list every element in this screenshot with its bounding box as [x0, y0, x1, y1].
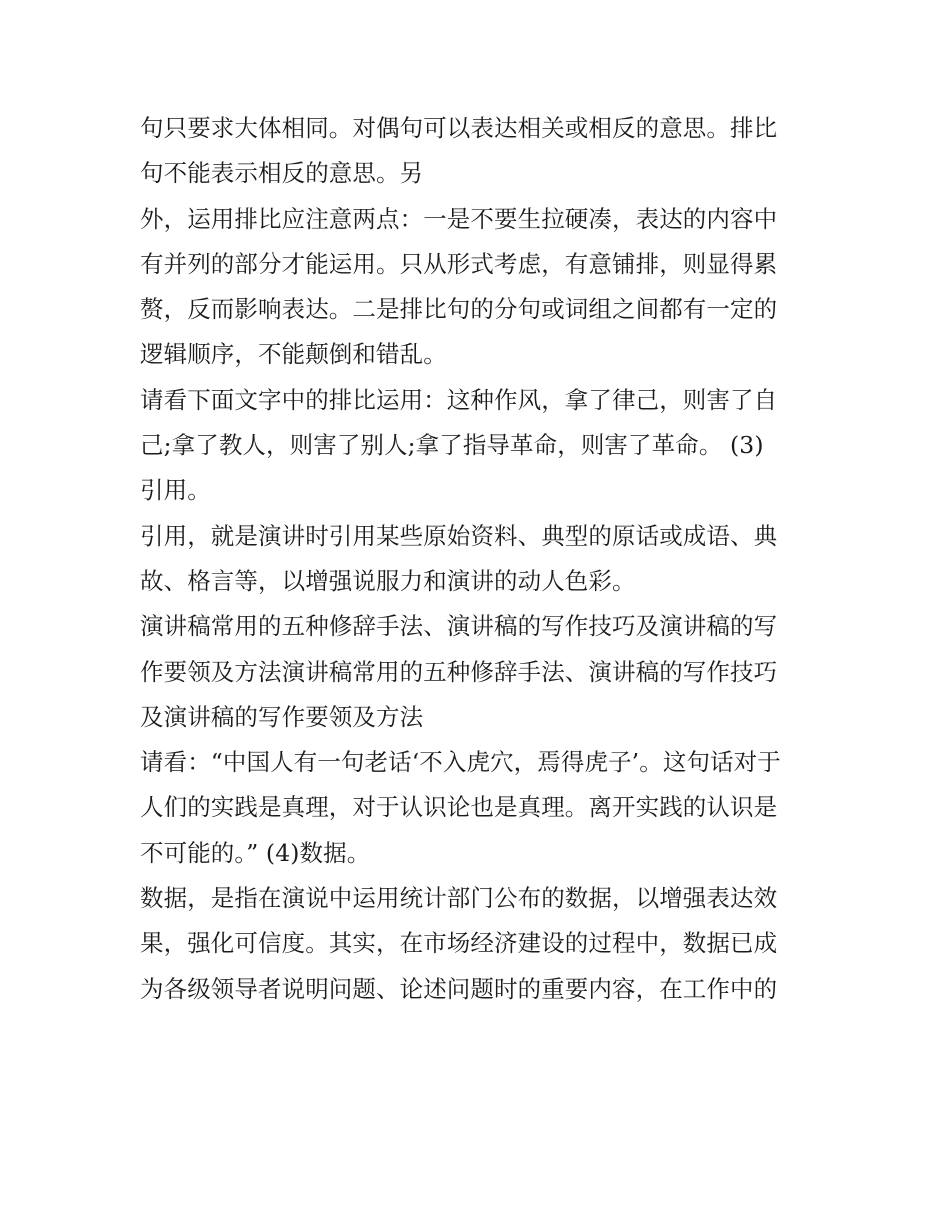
- text-line: 及演讲稿的写作要领及方法: [140, 702, 424, 731]
- text-line: 为各级领导者说明问题、论述问题时的重要内容，在工作中的: [140, 974, 778, 1003]
- text-line: 句只要求大体相同。对偶句可以表达相关或相反的意思。排比: [140, 114, 778, 142]
- text-line: 不可能的。” (4)数据。: [140, 838, 371, 867]
- text-line: 己;拿了教人，则害了别人;拿了指导革命，则害了革命。 (3): [140, 431, 764, 460]
- text-line: 逻辑顺序，不能颠倒和错乱。: [140, 340, 447, 369]
- text-line: 赘，反而影响表达。二是排比句的分句或词组之间都有一定的: [140, 295, 778, 324]
- text-line: 引用。: [140, 476, 211, 505]
- text-line: 人们的实践是真理，对于认识论也是真理。离开实践的认识是: [140, 793, 778, 822]
- text-line: 请看下面文字中的排比运用：这种作风，拿了律己，则害了自: [140, 385, 778, 414]
- text-line: 果，强化可信度。其实，在市场经济建设的过程中，数据已成: [140, 929, 778, 958]
- text-line: 外，运用排比应注意两点：一是不要生拉硬凑，表达的内容中: [140, 204, 778, 233]
- text-line: 请看：“中国人有一句老话‘不入虎穴，焉得虎子’。这句话对于: [140, 748, 781, 777]
- text-line: 引用，就是演讲时引用某些原始资料、典型的原话或成语、典: [140, 521, 778, 550]
- text-line: 作要领及方法演讲稿常用的五种修辞手法、演讲稿的写作技巧: [140, 657, 778, 686]
- text-line: 故、格言等，以增强说服力和演讲的动人色彩。: [140, 566, 636, 595]
- text-line: 句不能表示相反的意思。另: [140, 159, 424, 188]
- text-line: 有并列的部分才能运用。只从形式考虑，有意铺排，则显得累: [140, 249, 778, 278]
- text-line: 演讲稿常用的五种修辞手法、演讲稿的写作技巧及演讲稿的写: [140, 612, 778, 641]
- text-line: 数据，是指在演说中运用统计部门公布的数据，以增强表达效: [140, 884, 778, 913]
- body-text: [140, 106, 830, 1012]
